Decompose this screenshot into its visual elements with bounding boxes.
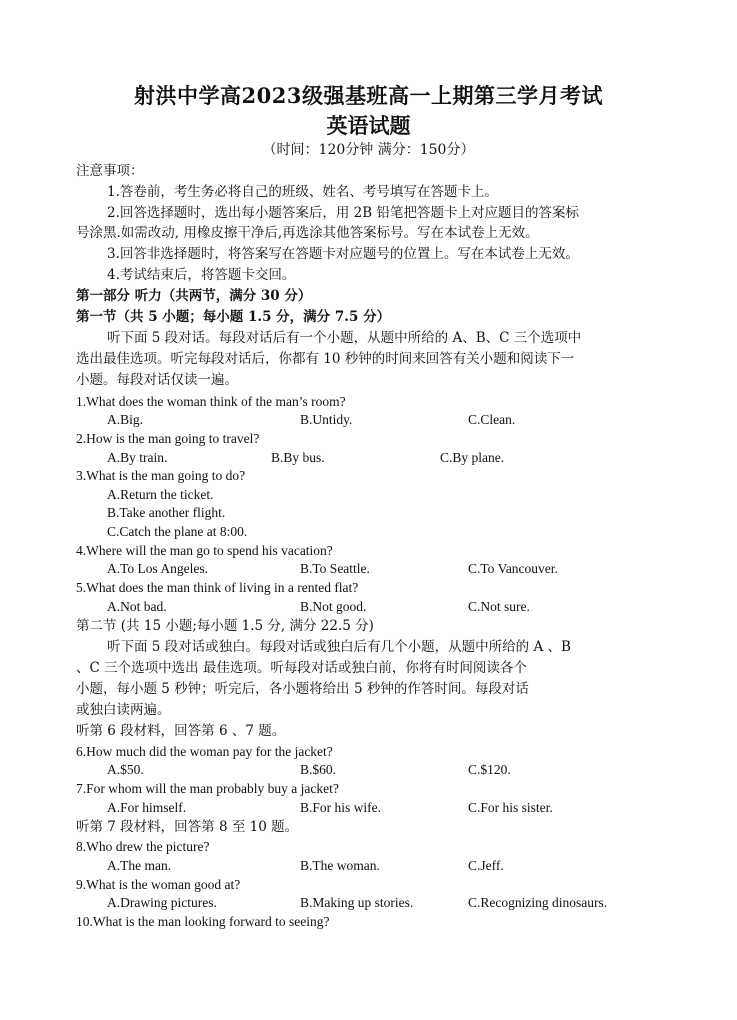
option-8c: C.Jeff. xyxy=(468,858,504,873)
section1-instruction-cont: 选出最佳选项。听完每段对话后，你都有 10 秒钟的时间来回答有关小题和阅读下一 xyxy=(76,351,575,367)
option-4a: A.To Los Angeles. xyxy=(107,561,209,576)
exam-title: 射洪中学高2023级强基班高一上期第三学月考试 xyxy=(134,83,603,108)
option-6b: B.$60. xyxy=(300,762,337,777)
option-7a: A.For himself. xyxy=(107,800,187,815)
exam-subject: 英语试题 xyxy=(326,113,411,138)
question-6: 6.How much did the woman pay for the jacket? xyxy=(76,744,333,759)
option-9a: A.Drawing pictures. xyxy=(107,895,217,910)
option-1c: C.Clean. xyxy=(468,412,516,427)
option-5b: B.Not good. xyxy=(300,599,367,614)
option-2c: C.By plane. xyxy=(440,450,505,465)
question-9: 9.What is the woman good at? xyxy=(76,877,241,892)
option-4b: B.To Seattle. xyxy=(300,561,370,576)
option-1a: A.Big. xyxy=(107,412,144,427)
option-8a: A.The man. xyxy=(107,858,172,873)
option-5a: A.Not bad. xyxy=(107,599,167,614)
option-2b: B.By bus. xyxy=(271,450,325,465)
section2-instruction-3: 小题，每小题 5 秒钟；听完后，各小题将给出 5 秒钟的作答时间。每段对话 xyxy=(76,681,529,697)
material-6-heading: 听第 6 段材料，回答第 6 、7 题。 xyxy=(76,723,286,739)
option-4c: C.To Vancouver. xyxy=(468,561,558,576)
option-9b: B.Making up stories. xyxy=(300,895,414,910)
option-7b: B.For his wife. xyxy=(300,800,381,815)
section1-instruction-end: 小题。每段对话仅读一遍。 xyxy=(76,372,238,388)
section2-instruction-4: 或独白读两遍。 xyxy=(76,702,171,718)
option-2a: A.By train. xyxy=(107,450,168,465)
option-5c: C.Not sure. xyxy=(468,599,530,614)
section1-instruction: 听下面 5 段对话。每段对话后有一个小题，从题中所给的 A、B、C 三个选项中 xyxy=(107,330,582,346)
question-1: 1.What does the woman think of the man’s room? xyxy=(76,394,346,409)
section1-heading: 第一节（共 5 小题；每小题 1.5 分，满分 7.5 分） xyxy=(76,309,391,325)
note-1: 1.答卷前，考生务必将自己的班级、姓名、考号填写在答题卡上。 xyxy=(107,184,498,200)
notes-heading: 注意事项： xyxy=(76,163,144,179)
section2-instruction: 听下面 5 段对话或独白。每段对话或独白后有几个小题，从题中所给的 A 、B xyxy=(107,639,571,655)
note-2: 2.回答选择题时，选出每小题答案后，用 2B 铅笔把答题卡上对应题目的答案标 xyxy=(107,205,579,221)
option-6c: C.$120. xyxy=(468,762,511,777)
time-info: （时间：120分钟 满分：150分） xyxy=(262,142,475,158)
option-7c: C.For his sister. xyxy=(468,800,553,815)
note-3: 3.回答非选择题时，将答案写在答题卡对应题号的位置上。写在本试卷上无效。 xyxy=(107,246,579,262)
option-6a: A.$50. xyxy=(107,762,144,777)
material-7-heading: 听第 7 段材料，回答第 8 至 10 题。 xyxy=(76,819,299,835)
note-2-cont: 号涂黑.如需改动, 用橡皮擦干净后,再选涂其他答案标号。写在本试卷上无效。 xyxy=(76,225,539,241)
note-4: 4.考试结束后，将答题卡交回。 xyxy=(107,267,296,283)
option-9c: C.Recognizing dinosaurs. xyxy=(468,895,608,910)
option-3b: B.Take another flight. xyxy=(107,505,226,520)
option-1b: B.Untidy. xyxy=(300,412,353,427)
question-4: 4.Where will the man go to spend his vacation? xyxy=(76,543,333,558)
section2-instruction-2: 、C 三个选项中选出 最佳选项。听每段对话或独白前，你将有时间阅读各个 xyxy=(76,660,527,676)
question-10: 10.What is the man looking forward to seeing? xyxy=(76,914,330,929)
question-8: 8.Who drew the picture? xyxy=(76,839,210,854)
question-3: 3.What is the man going to do? xyxy=(76,468,246,483)
part1-heading: 第一部分 听力（共两节，满分 30 分） xyxy=(76,288,312,304)
option-3c: C.Catch the plane at 8:00. xyxy=(107,524,248,539)
option-3a: A.Return the ticket. xyxy=(107,487,214,502)
question-2: 2.How is the man going to travel? xyxy=(76,431,260,446)
question-5: 5.What does the man think of living in a rented flat? xyxy=(76,580,359,595)
option-8b: B.The woman. xyxy=(300,858,380,873)
question-7: 7.For whom will the man probably buy a jacket? xyxy=(76,781,339,796)
section2-heading: 第二节 (共 15 小题;每小题 1.5 分, 满分 22.5 分) xyxy=(76,618,374,634)
